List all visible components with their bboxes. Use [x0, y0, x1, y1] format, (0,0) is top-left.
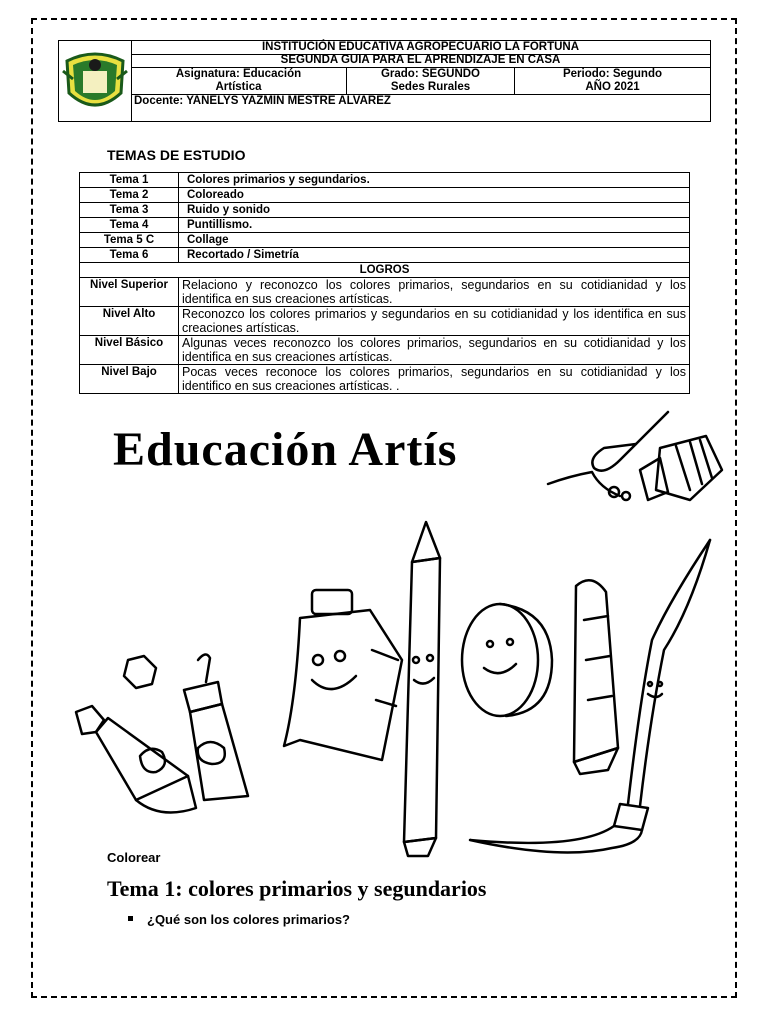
tema-key: Tema 2: [80, 188, 179, 203]
paint-tube-character-icon: [284, 590, 402, 760]
paint-brush-character-icon: [470, 540, 710, 853]
colorear-label: Colorear: [107, 850, 161, 865]
grade-label: Grado: SEGUNDO: [380, 68, 481, 80]
tema-value: Colores primarios y segundarios.: [179, 173, 690, 188]
tema-value: Puntillismo.: [179, 218, 690, 233]
tema-value: Collage: [179, 233, 690, 248]
tema-key: Tema 4: [80, 218, 179, 233]
temas-title: TEMAS DE ESTUDIO: [107, 147, 246, 163]
pencil-character-icon: [404, 522, 440, 856]
logro-description: Relaciono y reconozco los colores primarios, segundarios en su cotidianidad y los identifica en sus creaciones artísticas.: [179, 278, 690, 307]
campus-label: Sedes Rurales: [390, 81, 471, 93]
tema-value: Ruido y sonido: [179, 203, 690, 218]
logro-level: Nivel Alto: [80, 307, 179, 336]
guide-title: SEGUNDA GUIA PARA EL APRENDIZAJE EN CASA: [131, 54, 710, 68]
crayon-character-icon: [574, 580, 618, 774]
paint-pot-character-icon: [462, 604, 552, 716]
tema-key: Tema 5 C: [80, 233, 179, 248]
tema-value: Coloreado: [179, 188, 690, 203]
logro-level: Nivel Superior: [80, 278, 179, 307]
question-text: ¿Qué son los colores primarios?: [147, 912, 350, 927]
paint-tube-icon: [640, 436, 722, 500]
tube-cap-icon: [124, 656, 156, 688]
subject-label: Asignatura: Educación: [175, 68, 302, 80]
teacher-name: Docente: YANELYS YAZMIN MESTRE ALVAREZ: [134, 95, 391, 107]
question-bullet: [128, 912, 350, 927]
paint-brush-icon: [548, 412, 668, 500]
tema-key: Tema 1: [80, 173, 179, 188]
paint-tube-icon: [184, 654, 248, 800]
logros-header: LOGROS: [80, 263, 690, 278]
paint-tube-icon: [76, 706, 196, 813]
logro-description: Pocas veces reconoce los colores primarios, segundarios en su cotidianidad y los identifico en sus creaciones artísticas. .: [179, 365, 690, 394]
subject-value: Artística: [215, 81, 262, 93]
page-title: Educación Artís: [113, 423, 458, 476]
year-label: AÑO 2021: [585, 81, 640, 93]
logro-level: Nivel Básico: [80, 336, 179, 365]
tema-key: Tema 3: [80, 203, 179, 218]
tema-value: Recortado / Simetría: [179, 248, 690, 263]
logro-description: Reconozco los colores primarios y segundarios en su cotidianidad y los identifica en sus creaciones artísticas.: [179, 307, 690, 336]
tema1-heading: Tema 1: colores primarios y segundarios: [107, 876, 487, 901]
period-label: Periodo: Segundo: [562, 68, 663, 80]
logro-level: Nivel Bajo: [80, 365, 179, 394]
tema-key: Tema 6: [80, 248, 179, 263]
institution-name: INSTITUCIÓN EDUCATIVA AGROPECUARIO LA FORTUNA: [131, 41, 710, 55]
bullet-square-icon: [128, 916, 133, 921]
logro-description: Algunas veces reconozco los colores primarios, segundarios en su cotidianidad y los identifica en sus creaciones artísticas.: [179, 336, 690, 365]
